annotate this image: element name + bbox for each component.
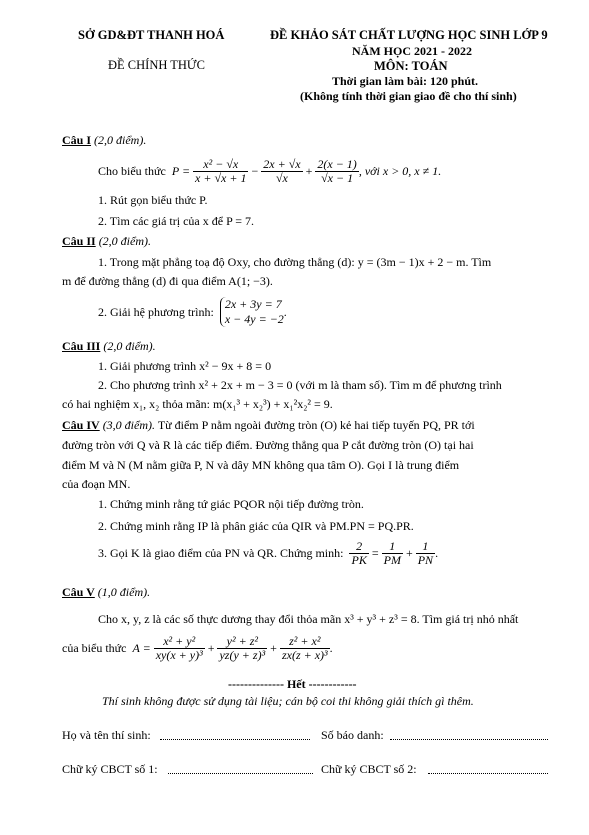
question-4-line-2: đường tròn với Q và R là các tiếp điểm. Đường thẳng qua P cắt đường tròn (O) tại hai <box>62 438 474 452</box>
question-1-heading <box>62 133 146 148</box>
question-1-expression: Cho biểu thức P = $\frac{\text{x² − √x}}{x + √x + 1}$ − $\frac{2x + √x}{√x}$ + $\frac{2(x - 1)}{√x - 1}$ , với x > 0, x ≠ 1. <box>98 156 442 185</box>
fraction-1-pm: $\frac{1}{PM}$ <box>383 538 401 567</box>
fraction-a3: $\frac{\text{z² + x²}}{\text{zx(z + x)³}}$ <box>281 633 328 662</box>
question-4-line-1 <box>62 418 475 433</box>
proctor-2-signature-label: Chữ ký CBCT số 2: <box>321 762 417 776</box>
candidate-number-label: Số báo danh: <box>321 728 384 742</box>
question-4-item-3: 3. Gọi K là giao điểm của PN và QR. Chứng minh: $\frac{2}{PK}$ = $\frac{1}{PM}$ + $\frac{1}{PN}$ . <box>98 538 439 567</box>
fraction-a1: $\frac{\text{x² + y²}}{\text{xy(x + y)³}}$ <box>155 633 203 662</box>
question-3-item-1: 1. Giải phương trình x² − 9x + 8 = 0 <box>98 359 272 373</box>
equation-1: 2x + 3y = 7 <box>224 297 282 311</box>
system-intro: 2. Giải hệ phương trình: <box>98 304 214 319</box>
proctor-1-signature-field[interactable] <box>168 763 313 778</box>
question-4-line-4: của đoạn MN. <box>62 477 131 491</box>
equation-2: x − 4y = −2 <box>224 312 284 326</box>
subject: MÔN: TOÁN <box>374 59 448 73</box>
question-3-item-2-line-1: 2. Cho phương trình x² + 2x + m − 3 = 0 (với m là tham số). Tìm m để phương trình <box>98 378 502 392</box>
proctor-1-signature-label: Chữ ký CBCT số 1: <box>62 762 158 776</box>
equation-system <box>220 297 284 327</box>
question-3-label: Câu III <box>62 339 101 353</box>
question-2-points: (2,0 điểm). <box>98 234 152 248</box>
end-marker: -------------- Hết ------------ <box>228 677 357 691</box>
fraction-3: $\frac{2(x - 1)}{√x - 1}$ <box>317 156 357 185</box>
question-2-heading <box>62 234 151 249</box>
question-4-item-2: 2. Chứng minh rằng IP là phân giác của QIR và PM.PN = PQ.PR. <box>98 519 414 533</box>
question-3-points: (2,0 điểm). <box>103 339 156 353</box>
time-note: (Không tính thời gian giao đề cho thí sinh) <box>300 89 517 103</box>
candidate-name-field[interactable] <box>160 729 310 744</box>
exam-title: ĐỀ KHẢO SÁT CHẤT LƯỢNG HỌC SINH LỚP 9 <box>270 28 548 42</box>
question-1-points: (2,0 điểm). <box>94 133 147 147</box>
question-4-item-3-text: 3. Gọi K là giao điểm của PN và QR. Chứng minh: <box>98 545 344 560</box>
question-1-item-2: 2. Tìm các giá trị của x để P = 7. <box>98 214 255 228</box>
question-1-item-1: 1. Rút gọn biểu thức P. <box>98 193 208 207</box>
proctor-2-signature-field[interactable] <box>428 763 548 778</box>
expression-condition: , với x > 0, x ≠ 1. <box>358 163 442 178</box>
fraction-a2: $\frac{\text{y² + z²}}{\text{yz(y + z)³}}$ <box>219 633 266 662</box>
question-4-line-3: điểm M và N (M nằm giữa P, N và dây MN không qua tâm O). Gọi I là trung điểm <box>62 458 460 472</box>
candidate-number-field[interactable] <box>390 729 548 744</box>
question-2-label: Câu II <box>62 234 96 248</box>
question-2-item-1-line-2: m để đường thẳng (d) đi qua điểm A(1; −3). <box>62 274 273 288</box>
question-5-heading <box>62 585 150 600</box>
question-3-item-2-line-2: có hai nghiệm x₁, x₂ thỏa mãn: m(x₁³ + x₂³) + x₁²x₂² = 9. <box>62 397 333 411</box>
expression-intro: Cho biểu thức <box>98 163 166 178</box>
question-4-text-1: Từ điểm P nằm ngoài đường tròn (O) kẻ hai tiếp tuyến PQ, PR tới <box>157 418 475 432</box>
question-3-heading <box>62 339 156 354</box>
question-4-label: Câu IV <box>62 418 100 432</box>
fraction-2-pk: $\frac{2}{PK}$ <box>351 538 367 567</box>
fraction-1: $\frac{\text{x² − √x}}{x + √x + 1}$ <box>195 156 247 185</box>
fraction-2: $\frac{2x + √x}{√x}$ <box>263 156 301 185</box>
exam-time: Thời gian làm bài: 120 phút. <box>332 74 479 88</box>
question-4-item-1: 1. Chứng minh rằng tứ giác PQOR nội tiếp đường tròn. <box>98 497 364 511</box>
school-year: NĂM HỌC 2021 - 2022 <box>352 44 472 58</box>
question-2-item-1-line-1: 1. Trong mặt phẳng toạ độ Oxy, cho đường thẳng (d): y = (3m − 1)x + 2 − m. Tìm <box>98 255 492 269</box>
candidate-name-label: Họ và tên thí sinh: <box>62 728 151 742</box>
question-1-label: Câu I <box>62 133 92 147</box>
question-5-expression: của biểu thức A = $\frac{\text{x² + y²}}{\text{xy(x + y)³}}$ + $\frac{\text{y² + z²}}{\text{yz(y + z)³}}$ + $\frac{\text{z² + x²}}{\text{zx(z + x)³}}$ . <box>62 633 333 662</box>
official-label: ĐỀ CHÍNH THỨC <box>108 58 205 72</box>
question-5-line-1: Cho x, y, z là các số thực dương thay đổi thỏa mãn x³ + y³ + z³ = 8. Tìm giá trị nhỏ nhất <box>98 612 519 626</box>
question-5-text-2: của biểu thức <box>62 640 127 655</box>
footer-note: Thí sinh không được sử dụng tài liệu; cán bộ coi thi không giải thích gì thêm. <box>102 694 474 708</box>
department-name: SỞ GD&ĐT THANH HOÁ <box>78 28 225 42</box>
fraction-1-pn: $\frac{1}{PN}$ <box>417 538 434 567</box>
question-4-points: (3,0 điểm). <box>102 418 156 432</box>
question-5-label: Câu V <box>62 585 95 599</box>
question-2-item-2: 2. Giải hệ phương trình: 2x + 3y = 7 x − 4y = −2 . <box>98 297 287 326</box>
question-5-points: (1,0 điểm). <box>97 585 151 599</box>
